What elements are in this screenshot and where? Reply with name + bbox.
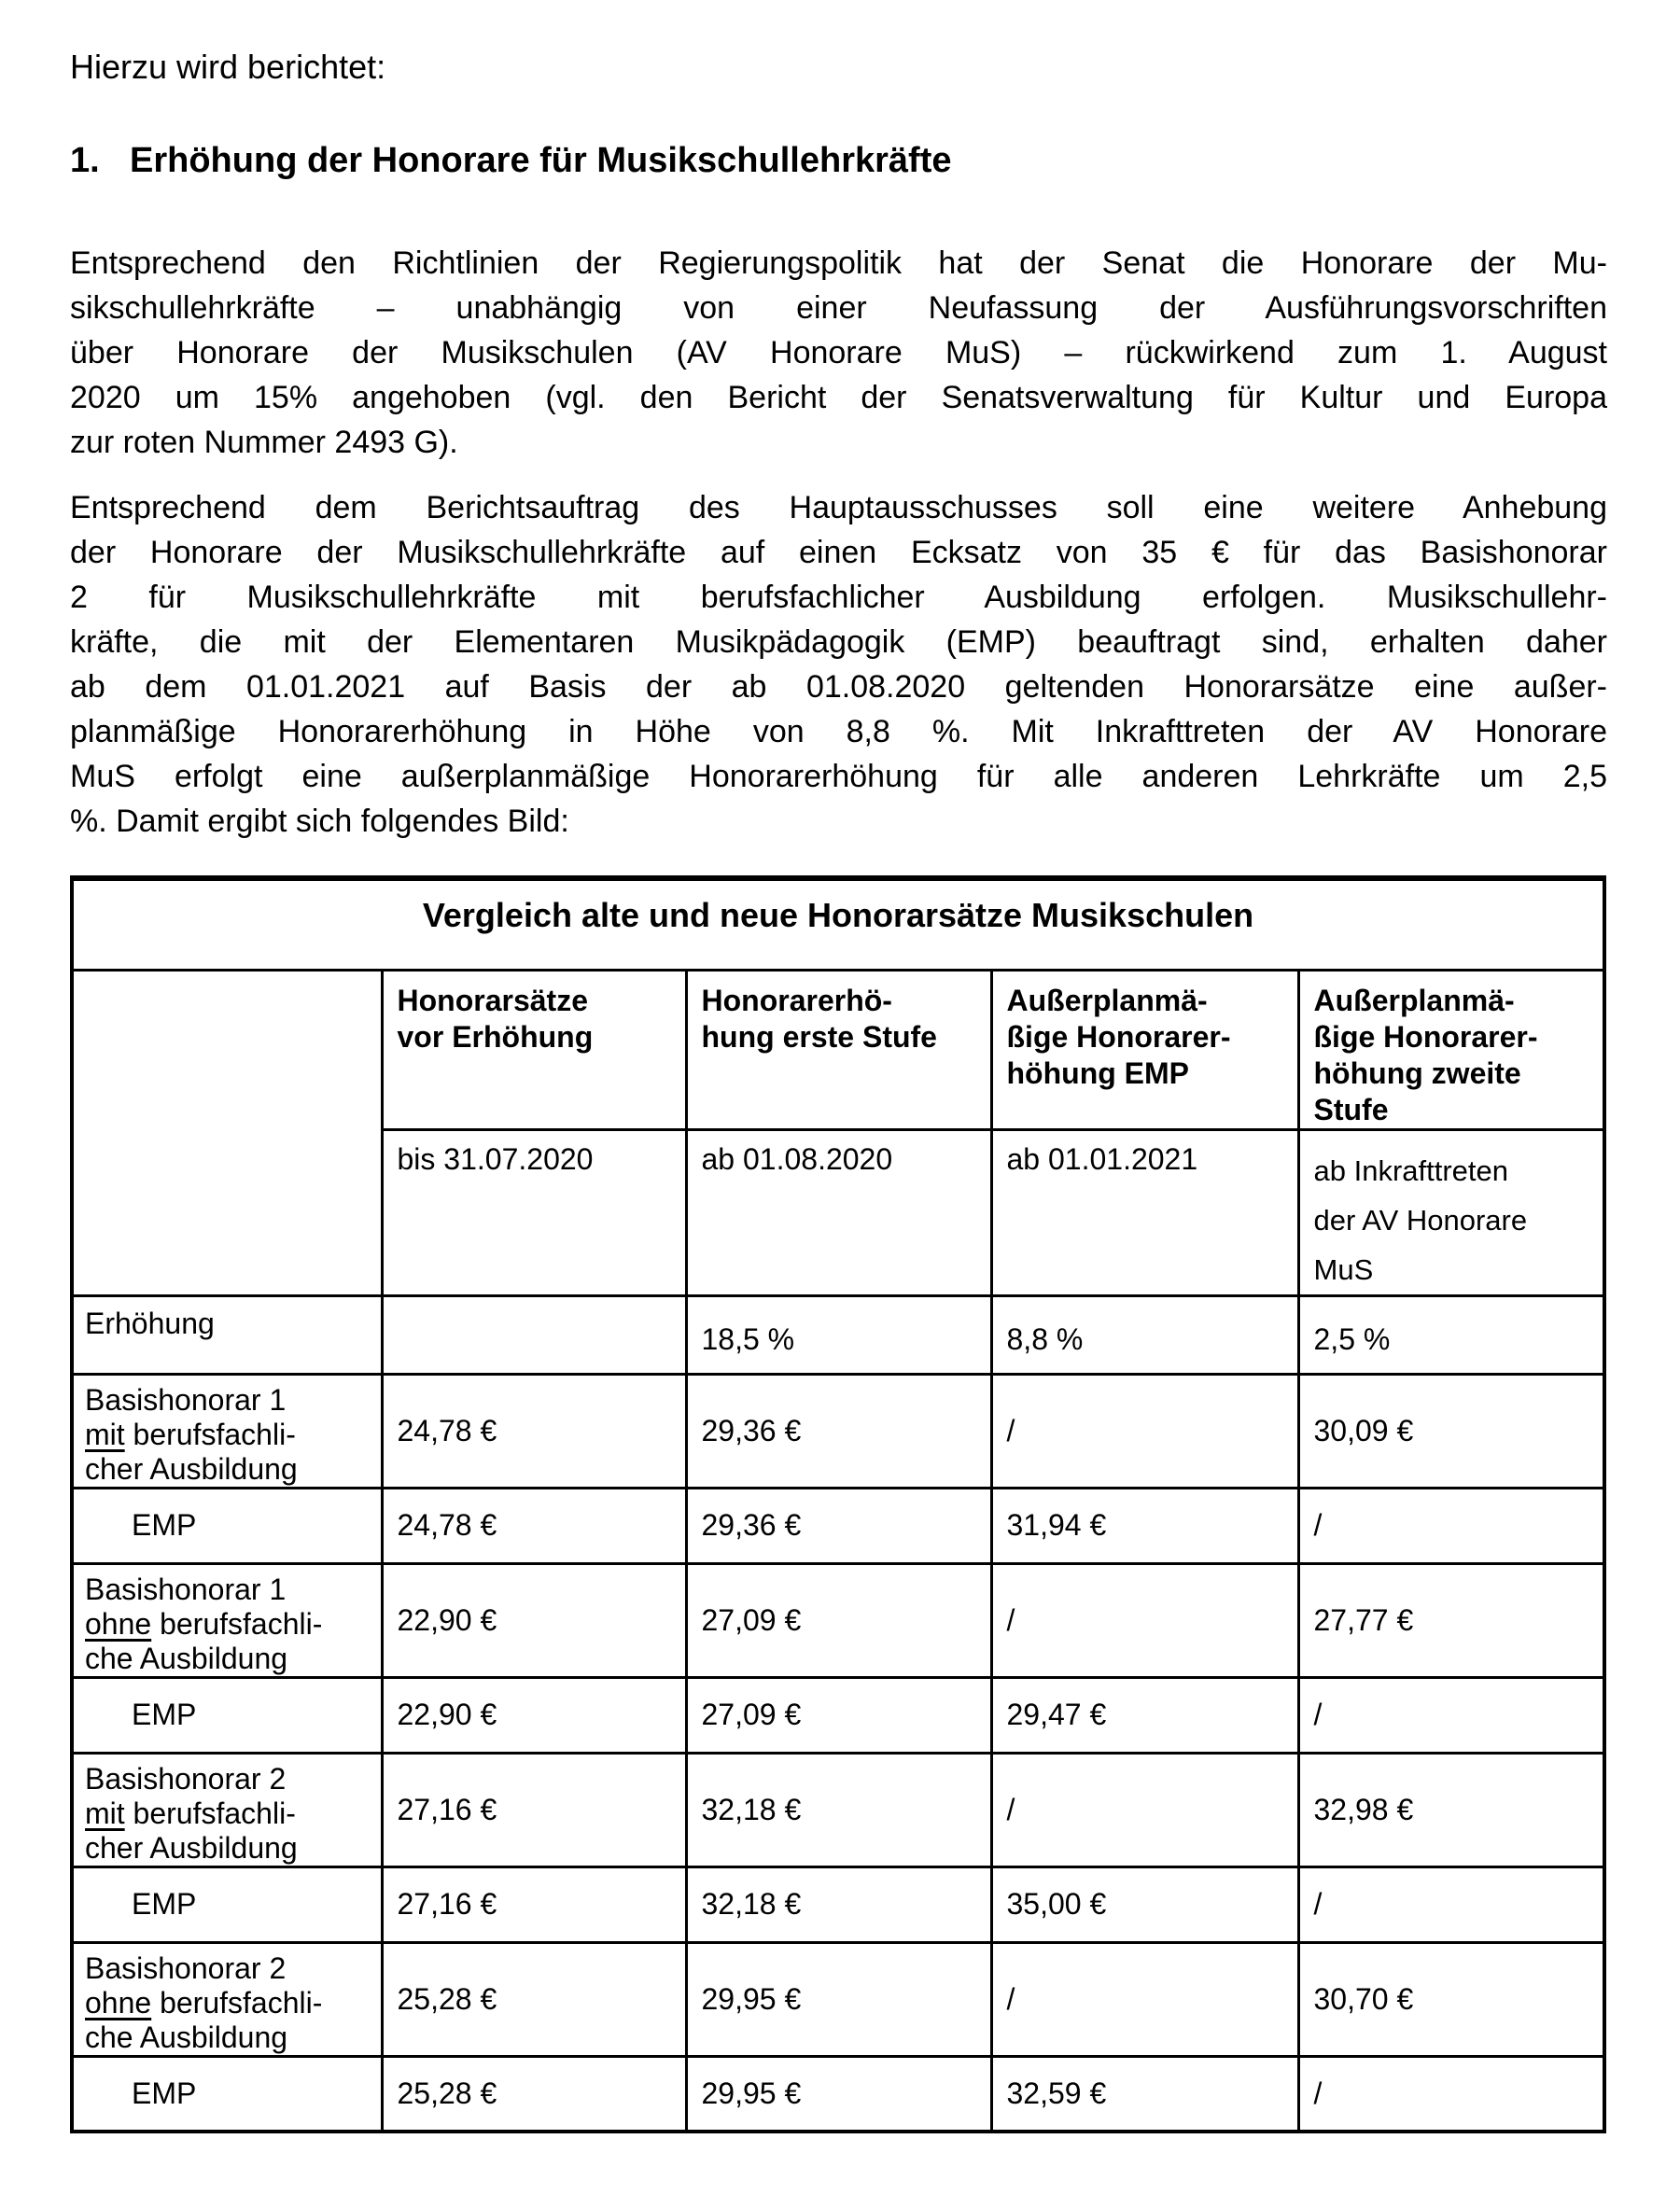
text-line: kräfte, die mit der Elementaren Musikpädagogik (EMP) beauftragt sind, erhalten daher bbox=[70, 624, 1607, 660]
row-label: EMP bbox=[72, 1677, 382, 1753]
value-cell: / bbox=[991, 1374, 1298, 1488]
value-cell: 29,36 € bbox=[686, 1374, 991, 1488]
row-label: Erhöhung bbox=[72, 1295, 382, 1374]
value-cell: 22,90 € bbox=[382, 1563, 686, 1677]
value-cell: 27,16 € bbox=[382, 1753, 686, 1866]
value-cell: 18,5 % bbox=[686, 1295, 991, 1374]
value-cell bbox=[382, 1295, 686, 1374]
table-title-row bbox=[72, 878, 1604, 970]
text-line: ab dem 01.01.2021 auf Basis der ab 01.08.2020 geltenden Honorarsätze eine außer- bbox=[70, 669, 1607, 705]
date-cell-inkrafttreten: ab Inkrafttreten der AV Honorare MuS bbox=[1298, 1129, 1604, 1295]
text-line: MuS erfolgt eine außerplanmäßige Honorarerhöhung für alle anderen Lehrkräfte um 2,5 bbox=[70, 759, 1607, 794]
date-cell-ab-aug: ab 01.08.2020 bbox=[686, 1129, 991, 1295]
value-cell: 35,00 € bbox=[991, 1866, 1298, 1942]
value-cell: / bbox=[991, 1942, 1298, 2056]
value-cell: / bbox=[1298, 2056, 1604, 2132]
row-label: Basishonorar 2 ohne berufsfachli- che Ausbildung bbox=[72, 1942, 382, 2056]
value-cell: 27,77 € bbox=[1298, 1563, 1604, 1677]
value-cell: 32,59 € bbox=[991, 2056, 1298, 2132]
section-title: Erhöhung der Honorare für Musikschullehrkräfte bbox=[130, 141, 952, 180]
text-line: %. Damit ergibt sich folgendes Bild: bbox=[70, 804, 569, 839]
value-cell: 25,28 € bbox=[382, 2056, 686, 2132]
section-number: 1. bbox=[70, 141, 100, 180]
honorar-comparison-table bbox=[70, 875, 1606, 2133]
value-cell: 29,36 € bbox=[686, 1488, 991, 1563]
table-row-basishonorar-1-mit bbox=[72, 1374, 1604, 1488]
text-line: planmäßige Honorarerhöhung in Höhe von 8,8 %. Mit Inkrafttreten der AV Honorare bbox=[70, 714, 1607, 749]
value-cell: / bbox=[1298, 1677, 1604, 1753]
col-header-erste-stufe: Honorarerhö- hung erste Stufe bbox=[686, 970, 991, 1129]
row-label: EMP bbox=[72, 1488, 382, 1563]
value-cell: 29,95 € bbox=[686, 2056, 991, 2132]
value-cell: 2,5 % bbox=[1298, 1295, 1604, 1374]
value-cell: / bbox=[991, 1753, 1298, 1866]
table-row-basishonorar-2-ohne bbox=[72, 1942, 1604, 2056]
value-cell: 29,95 € bbox=[686, 1942, 991, 2056]
table-row-basishonorar-2-mit bbox=[72, 1753, 1604, 1866]
table-row-emp bbox=[72, 1488, 1604, 1563]
row-label: Basishonorar 1 ohne berufsfachli- che Ausbildung bbox=[72, 1563, 382, 1677]
value-cell: 32,18 € bbox=[686, 1866, 991, 1942]
table-row-emp bbox=[72, 1677, 1604, 1753]
text-line: Entsprechend dem Berichtsauftrag des Hauptausschusses soll eine weitere Anhebung bbox=[70, 490, 1607, 525]
value-cell: / bbox=[1298, 1866, 1604, 1942]
value-cell: 32,98 € bbox=[1298, 1753, 1604, 1866]
text-line: über Honorare der Musikschulen (AV Honorare MuS) – rückwirkend zum 1. August bbox=[70, 335, 1607, 370]
row-label: Basishonorar 1 mit berufsfachli- cher Ausbildung bbox=[72, 1374, 382, 1488]
increase-row bbox=[72, 1295, 1604, 1374]
row-label: EMP bbox=[72, 2056, 382, 2132]
value-cell: 30,09 € bbox=[1298, 1374, 1604, 1488]
paragraph-2 bbox=[70, 485, 1607, 844]
value-cell: 24,78 € bbox=[382, 1488, 686, 1563]
date-cell-ab-jan: ab 01.01.2021 bbox=[991, 1129, 1298, 1295]
value-cell: 22,90 € bbox=[382, 1677, 686, 1753]
col-header-emp: Außerplanmä- ßige Honorarer- höhung EMP bbox=[991, 970, 1298, 1129]
value-cell: 25,28 € bbox=[382, 1942, 686, 2056]
table-title: Vergleich alte und neue Honorarsätze Musikschulen bbox=[72, 878, 1604, 970]
value-cell: / bbox=[1298, 1488, 1604, 1563]
value-cell: 27,09 € bbox=[686, 1677, 991, 1753]
text-line: der Honorare der Musikschullehrkräfte auf einen Ecksatz von 35 € für das Basishonorar bbox=[70, 535, 1607, 570]
text-line: zur roten Nummer 2493 G). bbox=[70, 425, 458, 460]
value-cell: 31,94 € bbox=[991, 1488, 1298, 1563]
text-line: 2020 um 15% angehoben (vgl. den Bericht der Senatsverwaltung für Kultur und Europa bbox=[70, 380, 1607, 415]
text-line: 2 für Musikschullehrkräfte mit berufsfachlicher Ausbildung erfolgen. Musikschullehr- bbox=[70, 580, 1607, 615]
intro-text: Hierzu wird berichtet: bbox=[70, 48, 386, 86]
col-header-honorarsaetze: Honorarsätze vor Erhöhung bbox=[382, 970, 686, 1129]
paragraph-1 bbox=[70, 241, 1607, 465]
row-label: Basishonorar 2 mit berufsfachli- cher Ausbildung bbox=[72, 1753, 382, 1866]
value-cell: 27,09 € bbox=[686, 1563, 991, 1677]
row-label: EMP bbox=[72, 1866, 382, 1942]
col-header-zweite-stufe: Außerplanmä- ßige Honorarer- höhung zweite Stufe bbox=[1298, 970, 1604, 1129]
date-cell-bis: bis 31.07.2020 bbox=[382, 1129, 686, 1295]
table-row-emp bbox=[72, 2056, 1604, 2132]
text-line: sikschullehrkräfte – unabhängig von einer Neufassung der Ausführungsvorschriften bbox=[70, 290, 1607, 326]
value-cell: 30,70 € bbox=[1298, 1942, 1604, 2056]
value-cell: 24,78 € bbox=[382, 1374, 686, 1488]
value-cell: 29,47 € bbox=[991, 1677, 1298, 1753]
value-cell: 27,16 € bbox=[382, 1866, 686, 1942]
table-row-basishonorar-1-ohne bbox=[72, 1563, 1604, 1677]
value-cell: 8,8 % bbox=[991, 1295, 1298, 1374]
value-cell: 32,18 € bbox=[686, 1753, 991, 1866]
section-heading bbox=[70, 141, 1607, 181]
value-cell: / bbox=[991, 1563, 1298, 1677]
table-header-row bbox=[72, 970, 1604, 1129]
text-line: Entsprechend den Richtlinien der Regierungspolitik hat der Senat die Honorare der Mu- bbox=[70, 245, 1607, 281]
table-row-emp bbox=[72, 1866, 1604, 1942]
corner-cell bbox=[72, 970, 382, 1295]
